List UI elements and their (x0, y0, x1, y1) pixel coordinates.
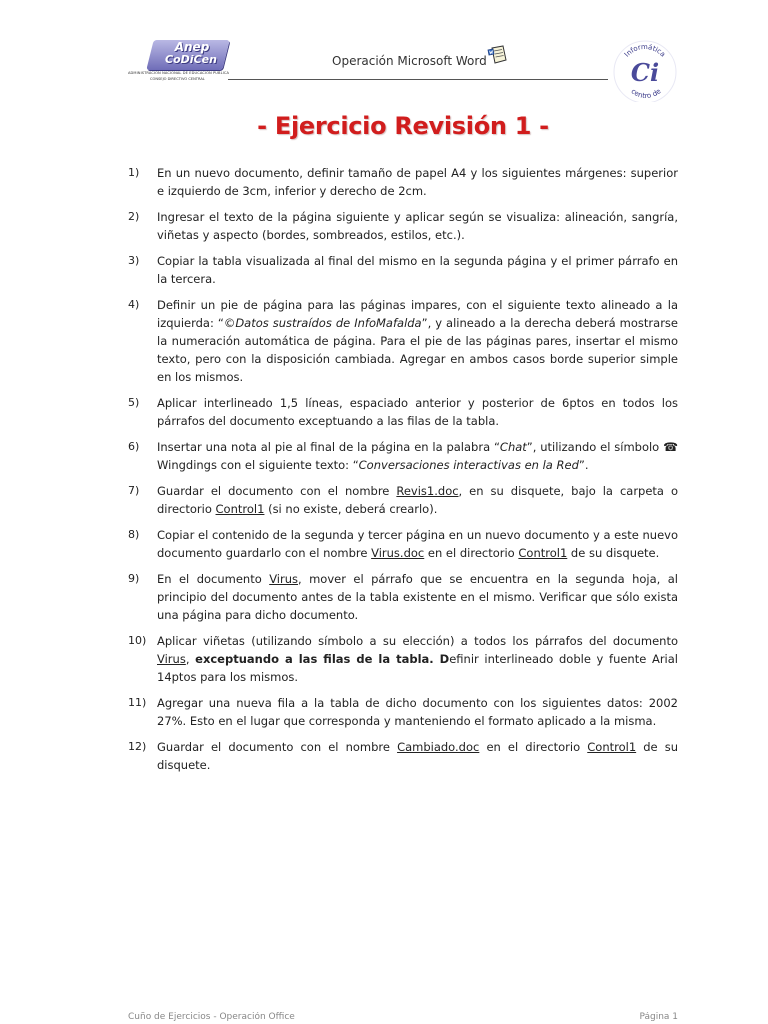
item-text: Guardar el documento con el nombre (157, 484, 397, 498)
logo-codicen-text: CoDiCen (165, 53, 217, 66)
list-item (128, 164, 678, 200)
item-text: (si no existe, deberá crearlo). (264, 502, 438, 516)
document-virus: Virus (157, 652, 186, 666)
item-number: 6) (128, 440, 140, 453)
item-number: 12) (128, 740, 147, 753)
item-text: Wingdings con el siguiente texto: “ (157, 458, 359, 472)
item-text: Copiar el contenido de la segunda y tercer página en un nuevo documento y a este nuevo documento guardarlo con el nombre (157, 528, 678, 560)
item-number: 8) (128, 528, 140, 541)
item-text: de su disquete. (157, 740, 678, 772)
item-text: , en su disquete, bajo la carpeta o directorio (157, 484, 678, 516)
logo-arc-bottom-text: centro de (629, 87, 663, 101)
page-footer (128, 1012, 678, 1024)
list-item (128, 632, 678, 686)
item-text: , mover el párrafo que se encuentra en la segunda hoja, al principio del documento antes de la tabla existente en el mismo. Verificar que sólo exista una página para dicho documento. (157, 572, 678, 622)
phone-icon: ☎ (663, 440, 679, 454)
italic-citation: ©Datos sustraídos de InfoMafalda (223, 316, 422, 330)
item-text: En un nuevo documento, definir tamaño de papel A4 y los siguientes márgenes: superior e izquierdo de 3cm, inferior y derecho de 2cm. (157, 166, 678, 198)
item-text: Insertar una nota al pie al final de la página en la palabra “ (157, 440, 500, 454)
item-number: 5) (128, 396, 140, 409)
folder-control1: Control1 (587, 740, 637, 754)
bold-exception: exceptuando a las filas de la tabla. D (195, 652, 450, 666)
item-text: en el directorio (479, 740, 588, 754)
item-number: 10) (128, 634, 147, 647)
list-item (128, 694, 678, 730)
footer-left-text: Cuño de Ejercicios - Operación Office (128, 1012, 295, 1022)
item-number: 4) (128, 298, 140, 311)
item-text: En el documento (157, 572, 270, 586)
centro-informatica-logo (612, 36, 678, 102)
filename-revis1: Revis1.doc (396, 484, 459, 498)
list-item (128, 738, 678, 774)
item-text: , (185, 652, 196, 666)
item-text: ”, utilizando el símbolo (526, 440, 664, 454)
item-text: efinir interlineado doble y fuente Arial 14ptos para los mismos. (157, 652, 678, 684)
item-number: 1) (128, 166, 140, 179)
folder-control1: Control1 (518, 546, 568, 560)
list-item (128, 570, 678, 624)
document-virus: Virus (269, 572, 299, 586)
filename-cambiado: Cambiado.doc (397, 740, 480, 754)
item-number: 7) (128, 484, 140, 497)
list-item (128, 296, 678, 386)
list-item (128, 526, 678, 562)
logo-subtitle-2: CONSEJO DIRECTIVO CENTRAL (150, 77, 205, 81)
logo-arc-top-text: Informática (622, 42, 667, 59)
item-number: 3) (128, 254, 140, 267)
item-text: en el directorio (424, 546, 519, 560)
logo-anep-text: Anep (174, 40, 210, 54)
item-number: 2) (128, 210, 140, 223)
anep-codicen-logo (122, 40, 230, 86)
italic-footnote-text: Conversaciones interactivas en la Red (358, 458, 579, 472)
item-text: Definir un pie de página para las páginas impares, con el siguiente texto alineado a la izquierda: “ (157, 298, 678, 330)
word-document-icon (486, 44, 508, 66)
item-text: ”. (578, 458, 589, 472)
logo-subtitle-1: ADMINISTRACIÓN NACIONAL DE EDUCACIÓN PÚBLICA (128, 71, 230, 75)
list-item (128, 208, 678, 244)
filename-virus: Virus.doc (371, 546, 425, 560)
item-text: de su disquete. (567, 546, 660, 560)
exercise-list (128, 164, 678, 774)
page-title: - Ejercicio Revisión 1 - (257, 112, 549, 140)
list-item (128, 252, 678, 288)
italic-word-chat: Chat (499, 440, 527, 454)
page-header (0, 0, 768, 110)
item-text: Agregar una nueva fila a la tabla de dicho documento con los siguientes datos: 2002 27%. Esto en el lugar que corresponda y manteniendo el formato aplicado a la misma. (157, 696, 678, 728)
footer-page-number: Página 1 (639, 1012, 678, 1022)
list-item (128, 438, 678, 474)
item-number: 9) (128, 572, 140, 585)
folder-control1: Control1 (215, 502, 265, 516)
item-text: Aplicar viñetas (utilizando símbolo a su elección) a todos los párrafos del documento (157, 634, 678, 648)
item-text: Copiar la tabla visualizada al final del mismo en la segunda página y el primer párrafo en la tercera. (157, 254, 678, 286)
header-rule (228, 79, 608, 80)
list-item (128, 394, 678, 430)
list-item (128, 482, 678, 518)
header-title: Operación Microsoft Word (332, 54, 487, 68)
item-text: Guardar el documento con el nombre (157, 740, 398, 754)
item-text: Ingresar el texto de la página siguiente y aplicar según se visualiza: alineación, sangría, viñetas y aspecto (bordes, sombreados, estilos, etc.). (157, 210, 678, 242)
item-text: Aplicar interlineado 1,5 líneas, espaciado anterior y posterior de 6ptos en todos los párrafos del documento exceptuando a las filas de la tabla. (157, 396, 678, 428)
logo-ci-letters: Ci (630, 58, 660, 87)
item-number: 11) (128, 696, 147, 709)
item-text: ”, y alineado a la derecha deberá mostrarse la numeración automática de página. Para el pie de las páginas pares, insertar el mismo texto, pero con la disposición cambiada. Agregar en ambos casos borde superior simple en los mismos. (157, 316, 678, 384)
